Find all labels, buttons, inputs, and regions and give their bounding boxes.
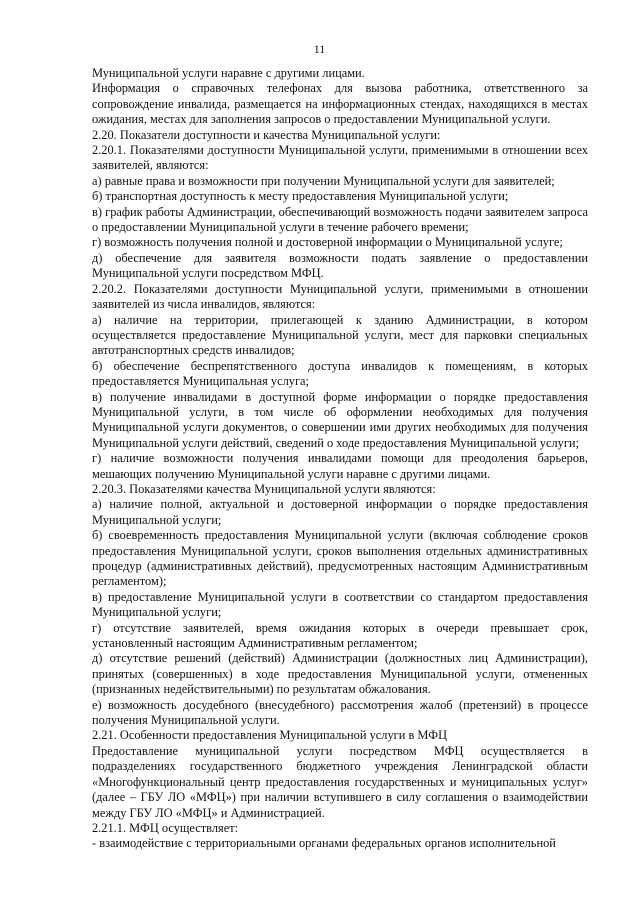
list-item: г) отсутствие заявителей, время ожидания которых в очереди превышает срок, установленный настоящим Административным регламентом;	[92, 620, 588, 651]
list-item: е) возможность досудебного (внесудебного) рассмотрения жалоб (претензий) в процессе получения Муниципальной услуги.	[92, 697, 588, 728]
paragraph: 2.20.1. Показателями доступности Муниципальной услуги, применимыми в отношении всех заявителей, являются:	[92, 143, 588, 173]
paragraph: Предоставление муниципальной услуги посредством МФЦ осуществляется в подразделениях государственного бюджетного учреждения Ленинградской области «Многофункциональный центр предоставления государственных и муниципальных услуг» (далее – ГБУ ЛО «МФЦ») при наличии вступившего в силу соглашения о взаимодействии между ГБУ ЛО «МФЦ» и Администрацией.	[92, 743, 588, 820]
page-number: 11	[313, 42, 326, 56]
section-heading: 2.21. Особенности предоставления Муниципальной услуги в МФЦ	[92, 728, 448, 743]
document-body	[92, 66, 588, 852]
list-item: в) получение инвалидами в доступной форме информации о порядке предоставления Муниципальной услуги, в том числе об оформлении необходимых для получения Муниципальной услуги документов, о совершении ими других необходимых для получения Муниципальной услуги действий, сведений о ходе предоставления Муниципальной услуги;	[92, 389, 588, 450]
list-item: а) наличие на территории, прилегающей к зданию Администрации, в котором осуществляется предоставление Муниципальной услуги, мест для парковки специальных автотранспортных средств инвалидов;	[92, 312, 588, 358]
list-item: б) своевременность предоставления Муниципальной услуги (включая соблюдение сроков предоставления Муниципальной услуги, сроков выполнения отдельных административных процедур (административных действий), предусмотренных настоящим Административным регламентом);	[92, 528, 588, 589]
list-item: б) обеспечение беспрепятственного доступа инвалидов к помещениям, в которых предоставляется Муниципальная услуга;	[92, 358, 588, 389]
list-item: а) наличие полной, актуальной и достоверной информации о порядке предоставления Муниципальной услуги;	[92, 497, 588, 527]
list-item: д) обеспечение для заявителя возможности подать заявление о предоставлении Муниципальной услуги посредством МФЦ.	[92, 250, 588, 281]
paragraph: Муниципальной услуги наравне с другими лицами.	[92, 66, 365, 80]
paragraph: 2.20.3. Показателями качества Муниципальной услуги являются:	[92, 481, 436, 496]
list-item: г) наличие возможности получения инвалидами помощи для преодоления барьеров, мешающих получению Муниципальной услуги наравне с другими лицами.	[92, 451, 588, 481]
list-item: - взаимодействие с территориальными органами федеральных органов исполнительной	[92, 836, 556, 851]
list-item: в) график работы Администрации, обеспечивающий возможность подачи заявителем запроса о предоставлении Муниципальной услуги в течение рабочего времени;	[92, 204, 588, 235]
paragraph: Информация о справочных телефонах для вызова работника, ответственного за сопровождение инвалида, размещается на информационных стендах, находящихся в местах ожидания, местах для заполнения запросов о предоставлении Муниципальной услуги.	[92, 81, 588, 127]
list-item: а) равные права и возможности при получении Муниципальной услуги для заявителей;	[92, 173, 555, 188]
list-item: г) возможность получения полной и достоверной информации о Муниципальной услуге;	[92, 235, 563, 250]
paragraph: 2.21.1. МФЦ осуществляет:	[92, 820, 239, 835]
list-item: б) транспортная доступность к месту предоставления Муниципальной услуги;	[92, 189, 509, 204]
paragraph: 2.20.2. Показателями доступности Муниципальной услуги, применимыми в отношении заявителей из числа инвалидов, являются:	[92, 281, 588, 312]
list-item: д) отсутствие решений (действий) Администрации (должностных лиц Администрации), принятых (совершенных) в ходе предоставления Муниципальной услуги, отмененных (признанных недействительными) по результатам обжалования.	[92, 651, 588, 697]
section-heading: 2.20. Показатели доступности и качества Муниципальной услуги:	[92, 127, 441, 142]
list-item: в) предоставление Муниципальной услуги в соответствии со стандартом предоставления Муниципальной услуги;	[92, 589, 588, 620]
